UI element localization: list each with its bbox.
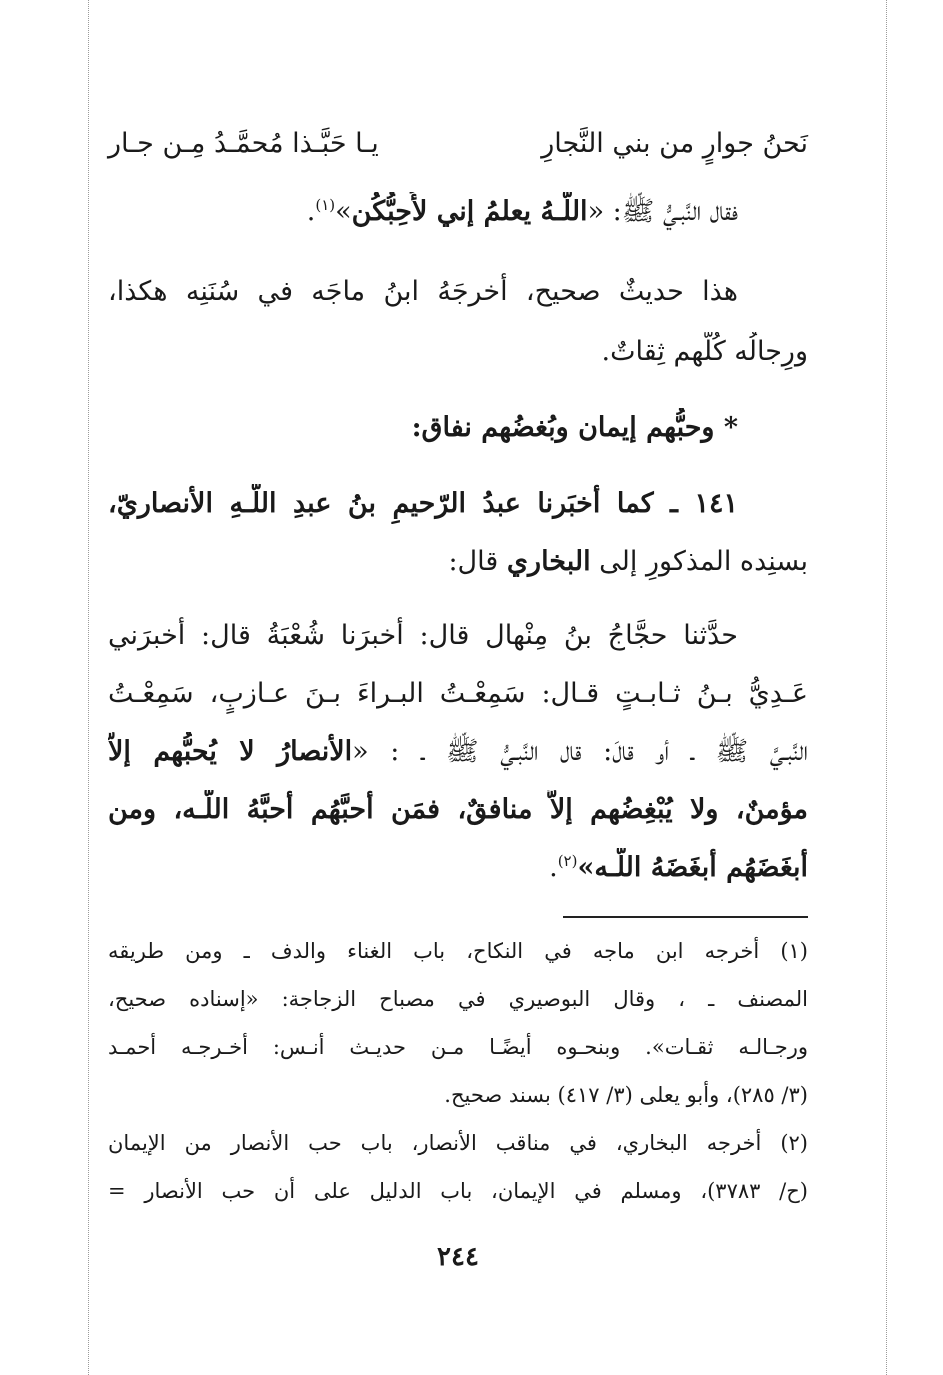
poem-second-hemistich: يـا حَبَّـذا مُحمَّـدُ مِـن جـار	[108, 128, 379, 159]
isnad-line-1: حدَّثنا حجَّاجُ بنُ مِنْهال قال: أخبرَنا شُعْبَةُ قال: أخبرَني	[108, 620, 738, 651]
verdict-line-1: هذا حديثٌ صحيح، أخرجَهُ ابنُ ماجَه في سُنَنِه هكذا،	[108, 276, 738, 307]
isnad-line-4: مؤمنٌ، ولا يُبْغِضُهم إلاَّ منافقٌ، فمَن أحبَّهُم أحبَّهُ اللَّـه، ومن	[108, 794, 808, 825]
isnad-line-5-a: أبغَضَهُم أبغَضَهُ اللَّـه	[594, 852, 808, 883]
hadith-141-line-2-c: قال:	[448, 546, 507, 577]
isnad-line-2: عَـدِيُّ بـنُ ثـابـتٍ قـال: سَمِعْـتُ البـراءَ بـنَ عـازبٍ، سَمِعْـتُ	[108, 678, 808, 709]
footnote-1-line-4: (٣/ ٢٨٥)، وأبو يعلى (٣/ ٤١٧) بسند صحيح.	[444, 1083, 808, 1107]
prophet-saying-close: »	[335, 196, 352, 227]
footnote-1-line-1: (١) أخرجه ابن ماجه في النكاح، باب الغناء والدف ـ ومن طريقه	[108, 939, 808, 963]
isnad-line-5	[108, 848, 808, 888]
prophet-saying	[108, 192, 738, 232]
footnote-2-line-1: (٢) أخرجه البخاري، في مناقب الأنصار، باب حب الأنصار من الإيمان	[108, 1131, 808, 1155]
prophet-saying-quote: اللَّـهُ يعلمُ إني لأُحِبُّكُن	[351, 196, 588, 227]
scan-margin-right	[886, 0, 887, 1375]
poem-first-hemistich: نَحنُ جوارٍ من بني النَّجارِ	[541, 128, 808, 159]
footnote-2-line-2: (ح/ ٣٧٨٣)، ومسلم في الإيمان، باب الدليل على أن حب الأنصار =	[108, 1179, 808, 1203]
footnote-1-line-3: ورجـالـه ثقـات». وبنحـوه أيضًـا مـن حديـث أنـس: أخـرجـه أحمـد	[108, 1035, 808, 1059]
hadith-141-line-2	[108, 542, 808, 582]
scan-margin-left	[88, 0, 89, 1375]
verdict-line-2: ورِجالُه كُلُّهم ثِقاتٌ.	[601, 336, 808, 367]
section-heading: * وحبُّهم إيمان وبُغضُهم نفاق:	[411, 412, 738, 443]
page-number: ٢٤٤	[437, 1242, 479, 1272]
footnote-separator	[563, 916, 808, 918]
prophet-saying-end: .	[306, 196, 316, 227]
isnad-line-3-a: النَّبـيَّ ﷺ ـ أو قالَ: قال النَّبـيُّ ﷺ ـ : «	[352, 736, 808, 767]
footnote-ref-2: (٢)	[557, 852, 578, 870]
footnote-ref-1: (١)	[315, 196, 336, 214]
hadith-141-line-1: ١٤١ ـ كما أخبَرنا عبدُ الرّحيمِ بنُ عبدِ اللَّـهِ الأنصاريّ،	[108, 488, 738, 519]
isnad-line-5-b: »	[577, 852, 595, 883]
hadith-141-bukhari: البخاري	[506, 546, 591, 577]
isnad-line-5-end: .	[549, 852, 558, 883]
hadith-141-line-2-a: بسنِده المذكورِ إلى	[590, 546, 808, 577]
prophet-saying-intro: فقال النَّبـيُّ ﷺ: «	[587, 196, 738, 227]
footnote-1-line-2: المصنف ـ ، وقال البوصيري في مصباح الزجاجة: «إسناده صحيح،	[108, 987, 808, 1011]
isnad-line-3	[108, 732, 808, 772]
isnad-line-3-b: الأنصارُ لا يُحبُّهم إلاَّ	[108, 736, 353, 767]
poem-verse	[108, 124, 808, 164]
